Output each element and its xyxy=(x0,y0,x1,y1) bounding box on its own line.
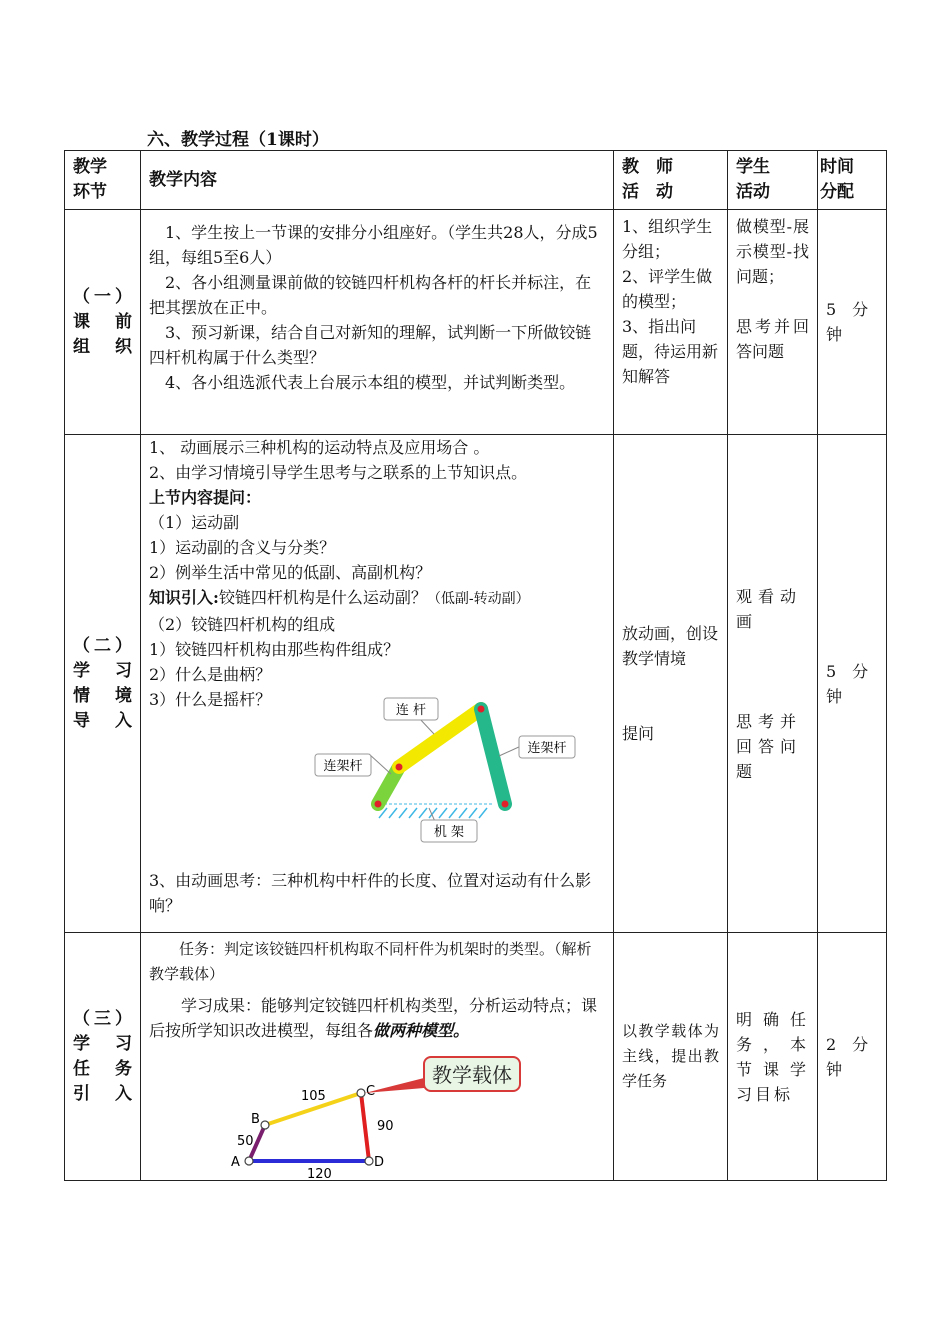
header-teacher xyxy=(614,151,728,210)
time-text: 2 分钟 xyxy=(826,1034,869,1079)
content-line: 3）什么是摇杆？ xyxy=(149,690,272,709)
teaching-process-table xyxy=(64,150,887,1181)
student-line: 思考并回答问题 xyxy=(736,317,809,361)
header-time-line1: 时间 xyxy=(820,157,854,177)
page-title: 六、教学过程（1课时） xyxy=(147,130,329,150)
joint-a xyxy=(245,1157,253,1165)
table-row xyxy=(65,435,887,933)
student-cell xyxy=(728,435,818,933)
student-line: 观看动画 xyxy=(736,586,803,631)
time-cell xyxy=(818,210,887,435)
content-heading: 上节内容提问： xyxy=(149,488,262,507)
hatch-mark xyxy=(409,808,417,818)
student-cell xyxy=(728,210,818,435)
header-time-line2: 分配 xyxy=(820,182,854,202)
content-line: 1、学生按上一节课的安排分小组座好。（学生共28人，分成5组，每组5至6人） xyxy=(149,223,598,267)
content-line: （2）铰链四杆机构的组成 xyxy=(149,615,336,634)
content-line: 2）什么是曲柄？ xyxy=(149,665,272,684)
content-cell xyxy=(141,210,614,435)
time-text: 5 分钟 xyxy=(826,300,869,344)
header-stage xyxy=(65,151,141,210)
label-b: B xyxy=(251,1112,260,1127)
teacher-line: 放动画，创设教学情境 xyxy=(622,624,719,668)
joint-dot xyxy=(478,706,485,713)
content-line: 任务：判定该铰链四杆机构取不同杆件为机架时的类型。（解析教学载体） xyxy=(149,940,592,983)
content-line: 2）例举生活中常见的低副、高副机构？ xyxy=(149,563,432,582)
header-student xyxy=(728,151,818,210)
hatch-mark xyxy=(449,808,457,818)
teacher-cell xyxy=(614,435,728,933)
teacher-cell xyxy=(614,933,728,1181)
stage-line: 情 境 xyxy=(73,685,132,706)
hatch-mark xyxy=(479,808,487,818)
hatch-mark xyxy=(459,808,467,818)
label-d: D xyxy=(374,1155,385,1170)
header-student-line2: 活动 xyxy=(736,182,770,202)
stage-line: 学 习 xyxy=(73,660,132,681)
header-stage-line2: 环节 xyxy=(73,182,107,202)
knowledge-intro-label: 知识引入: xyxy=(149,588,219,607)
knowledge-intro-answer: （低副-转动副） xyxy=(426,591,530,607)
stage-line: 学 习 xyxy=(73,1033,132,1054)
stage-line: 引入 xyxy=(73,1083,132,1104)
student-line: 做模型-展示模型-找问题； xyxy=(736,217,809,286)
stage-cell xyxy=(65,933,141,1181)
learning-outcome-emphasis: 做两种模型。 xyxy=(373,1021,470,1040)
length-cd: 90 xyxy=(377,1119,394,1134)
content-line: 2、各小组测量课前做的铰链四杆机构各杆的杆长并标注，在把其摆放在正中。 xyxy=(149,273,592,317)
stage-cell xyxy=(65,435,141,933)
table-header-row xyxy=(65,151,887,210)
stage-line: 任 务 xyxy=(73,1058,132,1079)
header-teacher-line2: 活 动 xyxy=(622,182,673,202)
content-line: （1）运动副 xyxy=(149,513,240,532)
header-stage-line1: 教学 xyxy=(73,157,107,177)
hatch-mark xyxy=(469,808,477,818)
hatch-mark xyxy=(419,808,427,818)
right-link-label: 连架杆 xyxy=(527,741,567,756)
student-line: 明确任务，本节课学习目标 xyxy=(736,1009,809,1104)
teacher-line: 1、组织学生分组； xyxy=(622,217,713,261)
coupler-label: 连 杆 xyxy=(395,703,427,718)
four-bar-linkage-figure xyxy=(309,694,609,864)
length-bc: 105 xyxy=(301,1089,326,1104)
stage-line: （一） xyxy=(73,286,132,307)
frame-hatch xyxy=(379,804,494,818)
joint-dot xyxy=(396,764,403,771)
time-text: 5 分钟 xyxy=(826,661,869,706)
joint-dot xyxy=(502,801,509,808)
content-line: 3、预习新课，结合自己对新知的理解，试判断一下所做铰链四杆机构属于什么类型？ xyxy=(149,323,592,367)
hatch-mark xyxy=(389,808,397,818)
left-link-label: 连架杆 xyxy=(323,759,363,774)
joint-b xyxy=(261,1121,269,1129)
stage-cell xyxy=(65,210,141,435)
stage-line: 课 前 xyxy=(73,311,132,332)
frame-label: 机 架 xyxy=(433,825,465,840)
time-cell xyxy=(818,933,887,1181)
leader-line xyxy=(499,746,521,756)
knowledge-intro-text: 铰链四杆机构是什么运动副？ xyxy=(218,588,427,607)
stage-line: （二） xyxy=(73,635,132,656)
table-row xyxy=(65,210,887,435)
stage-line: 组织 xyxy=(73,336,132,357)
content-line xyxy=(149,993,605,1043)
header-teacher-line1: 教 师 xyxy=(622,157,673,177)
callout-text: 教学载体 xyxy=(432,1063,512,1087)
teacher-line: 3、指出问题，待运用新知解答 xyxy=(622,317,719,386)
content-line: 1、 动画展示三种机构的运动特点及应用场合 。 xyxy=(149,438,490,457)
teacher-cell xyxy=(614,210,728,435)
time-cell xyxy=(818,435,887,933)
label-c: C xyxy=(366,1084,376,1099)
content-line: 4、各小组选派代表上台展示本组的模型，并试判断类型。 xyxy=(165,373,576,392)
content-line: 2、由学习情境引导学生思考与之联系的上节知识点。 xyxy=(149,463,528,482)
content-line xyxy=(149,585,605,612)
label-a: A xyxy=(231,1155,240,1170)
right-link-bar xyxy=(481,709,505,804)
teaching-carrier-figure xyxy=(219,1043,529,1182)
content-cell xyxy=(141,435,614,933)
header-student-line1: 学生 xyxy=(736,157,770,177)
header-time xyxy=(818,151,887,210)
joint-dot xyxy=(375,801,382,808)
header-content-text: 教学内容 xyxy=(149,169,217,190)
student-cell xyxy=(728,933,818,1181)
hatch-mark xyxy=(439,808,447,818)
content-cell xyxy=(141,933,614,1181)
content-line: 3、由动画思考：三种机构中杆件的长度、位置对运动有什么影响？ xyxy=(149,871,592,915)
content-line: 1）运动副的含义与分类？ xyxy=(149,538,336,557)
learning-outcome-text: 学习成果：能够判定铰链四杆机构类型，分析运动特点；课后按所学知识改进模型，每组各 xyxy=(149,996,598,1040)
table-row xyxy=(65,933,887,1181)
hatch-mark xyxy=(399,808,407,818)
joint-c xyxy=(357,1089,365,1097)
content-line: 1）铰链四杆机构由那些构件组成？ xyxy=(149,640,400,659)
leader-line xyxy=(369,754,391,774)
header-content xyxy=(141,151,614,210)
teacher-line: 以教学载体为主线，提出教学任务 xyxy=(622,1022,719,1090)
stage-line: 导入 xyxy=(73,710,132,731)
student-line: 思考并回答问题 xyxy=(736,711,803,781)
length-ad: 120 xyxy=(307,1167,332,1182)
length-ab: 50 xyxy=(237,1134,254,1149)
joint-d xyxy=(365,1157,373,1165)
bar-cd xyxy=(361,1093,369,1161)
teacher-line: 2、评学生做的模型； xyxy=(622,267,713,311)
teacher-line: 提问 xyxy=(622,724,655,743)
stage-line: （三） xyxy=(73,1008,132,1029)
